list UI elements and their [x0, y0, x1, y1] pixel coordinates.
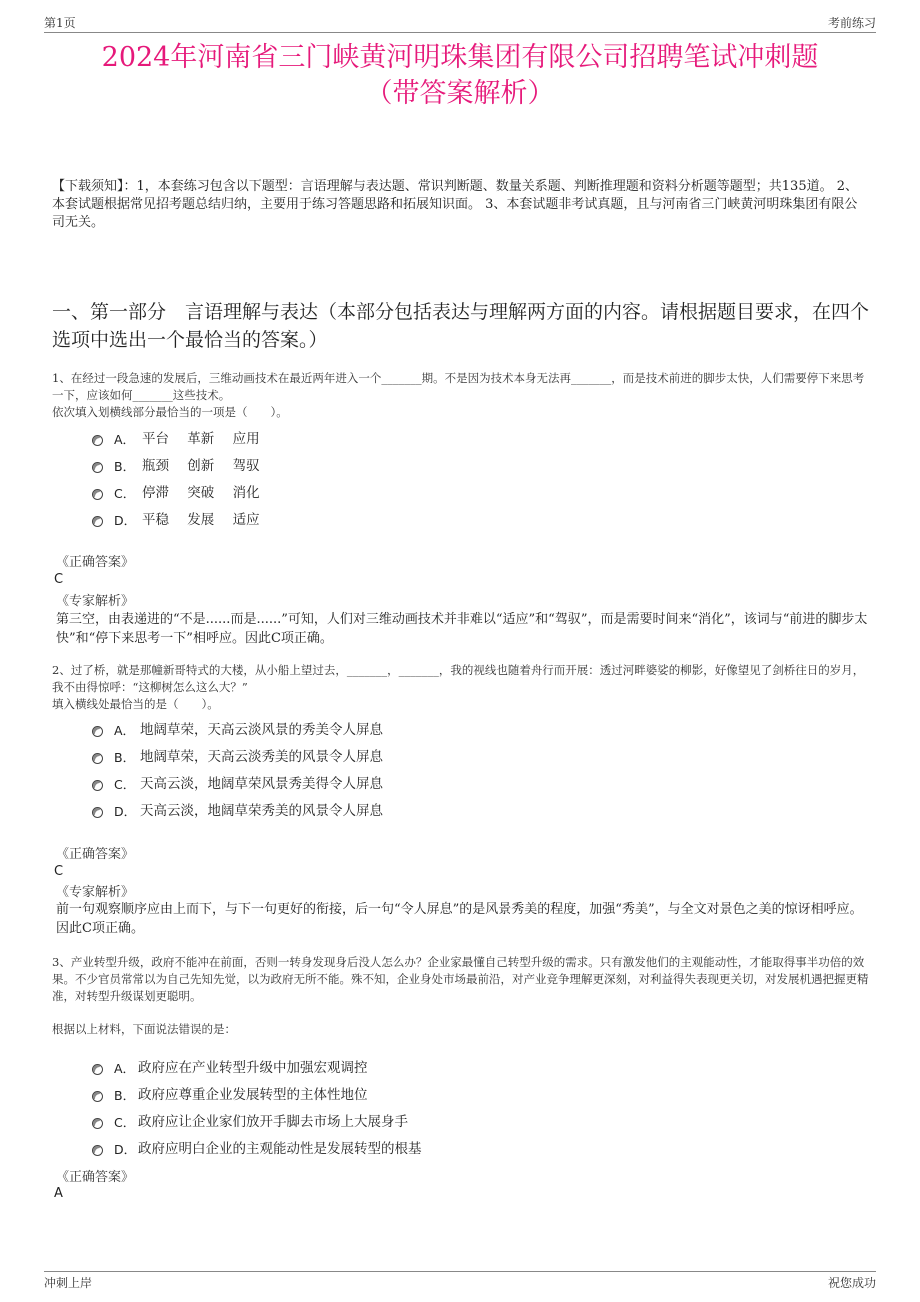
answer-label: 《正确答案》: [56, 1170, 135, 1185]
radio-icon[interactable]: [92, 807, 103, 818]
header-tag: 考前练习: [827, 16, 876, 30]
page-header: [44, 14, 876, 33]
radio-icon[interactable]: [92, 516, 103, 527]
question-stem: 1、在经过一段急速的发展后，三维动画技术在最近两年进入一个_______期。不是因为技术本身无法再_______，而是技术前进的脚步太快，人们需要停下来思考一下，应该如何_______这些技术。: [52, 371, 865, 402]
analysis-text: 第三空，由表递进的“不是......而是......”可知，人们对三维动画技术并非难以“适应”和“驾驭”，而是需要时间来“消化”，该词与“前进的脚步太快”和“停下来思考一下”相呼应。因此C项正确。: [56, 612, 868, 646]
analysis-text: 前一句观察顺序应由上而下，与下一句更好的衔接，后一句“令人屏息”的是风景秀美的程度，加强“秀美”，与全文对景色之美的惊讶相呼应。因此C项正确。: [56, 902, 863, 936]
document-title: [44, 40, 876, 112]
answer-value: C: [54, 864, 64, 879]
radio-icon[interactable]: [92, 726, 103, 737]
download-notice: 【下载须知】：1，本套练习包含以下题型：言语理解与表达题、常识判断题、数量关系题、判断推理题和资料分析题等题型；共135道。 2、本套试题根据常见招考题总结归纳，主要用于练习答题思路和拓展知识面。 3、本套试题非考试真题，且与河南省三门峡黄河明珠集团有限公司无关。: [52, 179, 858, 230]
section-heading: 一、第一部分 言语理解与表达（本部分包括表达与理解两方面的内容。请根据题目要求，在四个选项中选出一个最恰当的答案。）: [52, 301, 870, 351]
radio-icon[interactable]: [92, 1091, 103, 1102]
title-line-1: 2024年河南省三门峡黄河明珠集团有限公司招聘笔试冲刺题: [101, 42, 819, 73]
page-number: 第1页: [44, 16, 76, 30]
question-1: [52, 370, 872, 421]
question-stem: 2、过了桥，就是那幢新哥特式的大楼，从小船上望过去，_______，_______，我的视线也随着舟行而开展：透过河畔婆娑的柳影，好像望见了剑桥往日的岁月，我不由得惊呼：“这柳树怎么这么大？”: [52, 663, 865, 694]
analysis-label: 《专家解析》: [56, 885, 135, 900]
radio-icon[interactable]: [92, 462, 103, 473]
answer-label: 《正确答案》: [56, 847, 135, 862]
radio-icon[interactable]: [92, 753, 103, 764]
question-prompt: 填入横线处最恰当的是（ ）。: [52, 697, 219, 711]
radio-icon[interactable]: [92, 780, 103, 791]
radio-icon[interactable]: [92, 489, 103, 500]
footer-left: 冲刺上岸: [44, 1276, 93, 1290]
answer-value: A: [54, 1186, 63, 1201]
question-prompt: 根据以上材料，下面说法错误的是：: [52, 1022, 236, 1036]
analysis-label: 《专家解析》: [56, 594, 135, 609]
answer-value: C: [54, 572, 64, 587]
title-line-2: （带答案解析）: [365, 78, 555, 109]
question-stem: 3、产业转型升级，政府不能冲在前面，否则一转身发现身后没人怎么办？企业家最懂自己转型升级的需求。只有激发他们的主观能动性，才能取得事半功倍的效果。不少官员常常以为自己先知先觉，以为政府无所不能。殊不知，企业身处市场最前沿，对产业竞争理解更深刻，对利益得失表现更关切，对发展机遇把握更精准，对转型升级谋划更聪明。: [52, 955, 869, 1003]
radio-icon[interactable]: [92, 435, 103, 446]
footer-right: 祝您成功: [827, 1276, 876, 1290]
answer-label: 《正确答案》: [56, 555, 135, 570]
question-2: [52, 662, 872, 713]
radio-icon[interactable]: [92, 1145, 103, 1156]
question-3: [52, 954, 872, 1038]
page-footer: [44, 1271, 876, 1292]
radio-icon[interactable]: [92, 1064, 103, 1075]
radio-icon[interactable]: [92, 1118, 103, 1129]
question-prompt: 依次填入划横线部分最恰当的一项是（ ）。: [52, 405, 288, 419]
